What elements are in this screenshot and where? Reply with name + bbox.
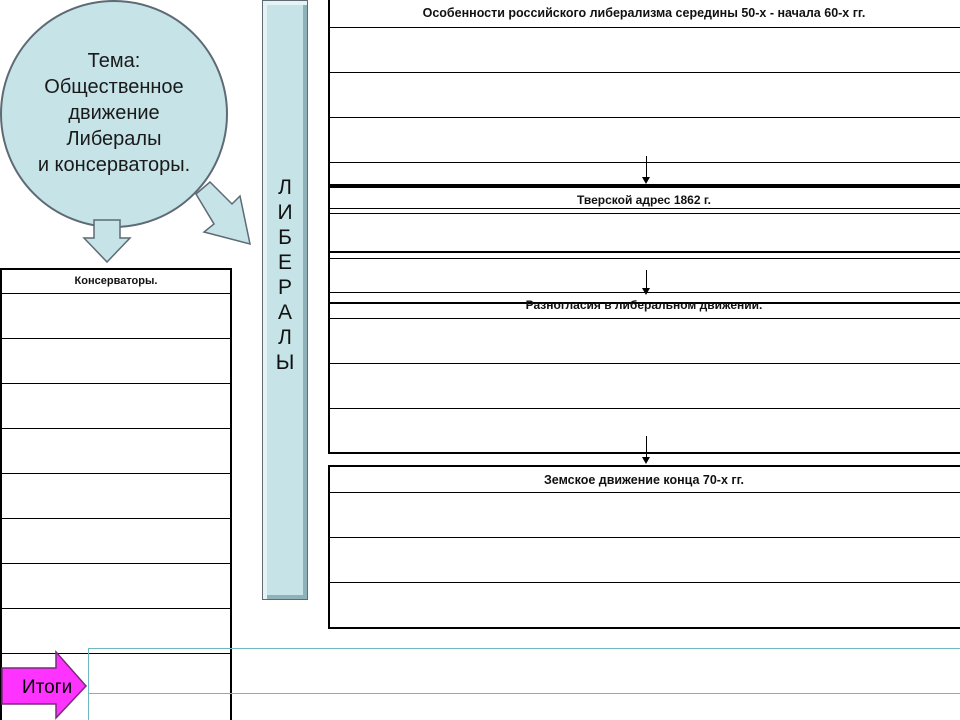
table-row-line	[0, 383, 232, 384]
table-row-line	[0, 473, 232, 474]
table-row-line	[328, 251, 960, 253]
table-row-line	[328, 162, 960, 163]
connector-arrow-line	[646, 270, 647, 290]
liberals-letter: И	[277, 201, 293, 224]
table-row-line	[328, 208, 960, 209]
tver-title: Тверской адрес 1862 г.	[577, 193, 711, 207]
table-row-line	[328, 363, 960, 364]
liberals-letter: А	[277, 301, 292, 324]
arrow-head-icon	[642, 177, 650, 184]
table-row-line	[328, 537, 960, 538]
connector-arrow-line	[646, 156, 647, 178]
liberals-bar-label	[262, 175, 308, 375]
table-row-line	[0, 563, 232, 564]
connector-arrow-line	[646, 436, 647, 458]
itogi-grid	[88, 648, 960, 720]
liberals-letter: Р	[277, 276, 292, 299]
liberals-letter: Б	[278, 226, 292, 249]
liberals-letter: Л	[278, 326, 292, 349]
table-row-line	[328, 27, 960, 28]
table-row-line	[328, 72, 960, 73]
table-row-line	[328, 258, 960, 259]
down-block-arrow	[82, 218, 132, 264]
zemstvo-table	[328, 465, 960, 629]
table-row-line	[0, 293, 232, 294]
liberals-letter: Ы	[275, 351, 295, 374]
zemstvo-title: Земское движение конца 70-х гг.	[543, 473, 745, 487]
diagonal-block-arrow	[188, 176, 258, 250]
topic-line-2: Общественное	[44, 76, 184, 98]
table-row-line	[0, 518, 232, 519]
arrow-head-icon	[642, 457, 650, 464]
table-row-line	[0, 338, 232, 339]
topic-line-3: движение	[68, 102, 160, 124]
itogi-label: Итоги	[22, 677, 73, 698]
table-row-line	[0, 428, 232, 429]
liberalism-title: Особенности российского либерализма середины 50-х - начала 60-х гг.	[422, 6, 866, 20]
table-row-line	[0, 608, 232, 609]
conservatives-title: Консерваторы.	[74, 275, 158, 287]
itogi-grid-line	[88, 693, 960, 694]
arrow-head-icon	[642, 288, 650, 295]
disagreements-title: Разногласия в либеральном движении.	[525, 298, 763, 312]
topic-label: Тема:	[87, 50, 141, 72]
liberals-letter: Е	[277, 251, 292, 274]
table-row-line	[328, 117, 960, 118]
topic-line-5: и консерваторы.	[37, 154, 191, 176]
table-row-line	[328, 408, 960, 409]
topic-text	[0, 48, 228, 178]
disagreements-table	[328, 302, 960, 454]
topic-line-4: Либералы	[66, 128, 162, 150]
table-row-line	[328, 492, 960, 493]
table-row-line	[328, 582, 960, 583]
liberals-letter: Л	[278, 176, 292, 199]
table-row-line	[328, 318, 960, 319]
table-row-line	[328, 213, 960, 214]
